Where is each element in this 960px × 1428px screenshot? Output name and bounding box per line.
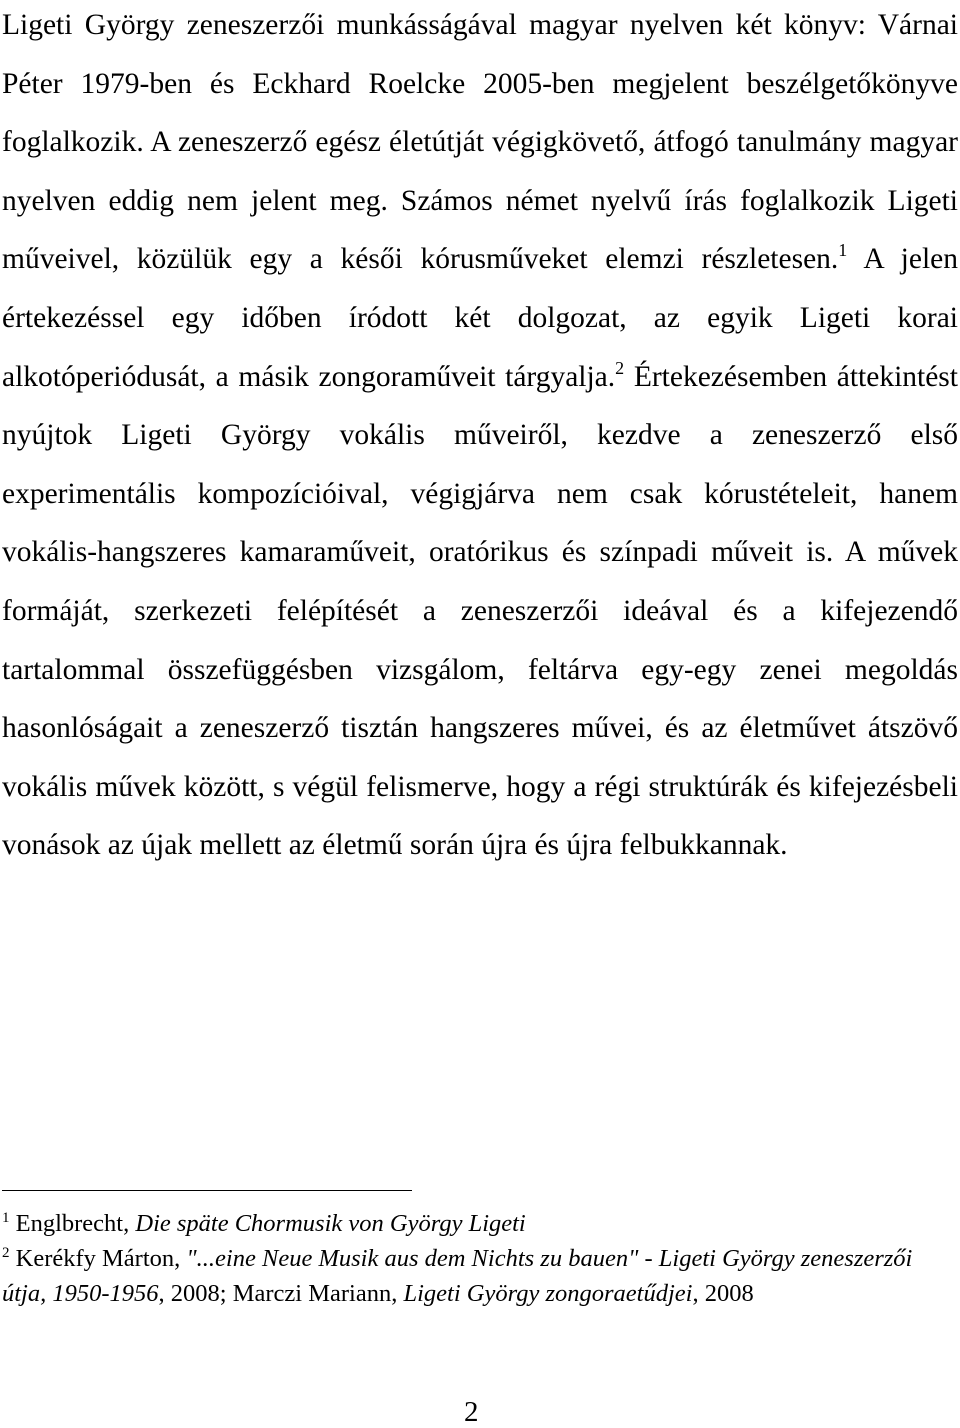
body-text-part-3: Értekezésemben áttekintést nyújtok Ligeti György vokális műveiről, kezdve a zeneszerző első experimentális kompozícióival, végigjárva nem csak kórustételeit, hanem vokális-hangszeres kamaraműveit, oratórikus és színpadi műveit is. A művek formáját, szerkezeti felépítését a zeneszerzői ideával és a kifejezendő tartalommal összefüggésben vizsgálom, feltárva egy-egy zenei megoldás hasonlóságait a zeneszerző tisztán hangszeres művei, és az életművet átszövő vokális művek között, s végül felismerve, hogy a régi struktúrák és kifejezésbeli vonások az újak mellett az életmű során újra és újra felbukkannak. (2, 360, 958, 862)
footnote-1 (2, 1206, 956, 1241)
footnote-ref-2[interactable]: 2 (615, 357, 625, 378)
footnote-2-title-2: Ligeti György zongoraetűdjei (403, 1280, 693, 1307)
body-text-part-1: Ligeti György zeneszerzői munkásságával magyar nyelven két könyv: Várnai Péter 1979-ben és Eckhard Roelcke 2005-ben megjelent beszélgetőkönyve foglalkozik. A zeneszerző egész életútját végigkövető, átfogó tanulmány magyar nyelven eddig nem jelent meg. Számos német nyelvű írás foglalkozik Ligeti műveivel, közülük egy a késői kórusműveket elemzi részletesen. (2, 9, 958, 276)
footnote-separator (2, 1190, 412, 1191)
footnote-2-author-2: Marczi Mariann, (232, 1280, 404, 1307)
footnote-1-title: Die späte Chormusik von György Ligeti (135, 1210, 526, 1237)
footnote-2-number: 2 (2, 1245, 10, 1261)
page-number: 2 (464, 1396, 479, 1428)
footnote-2-author: Kerékfy Márton, (9, 1245, 187, 1272)
footnote-ref-1[interactable]: 1 (838, 240, 848, 261)
footnote-2-year: , 2008; (158, 1280, 233, 1307)
footnote-2 (2, 1241, 956, 1311)
body-paragraph (2, 0, 958, 875)
body-text-part-2: A jelen értekezéssel egy időben íródott két dolgozat, az egyik Ligeti korai alkotóperiódusát, a másik zongoraműveit tárgyalja. (2, 243, 958, 393)
footnote-2-title: "...eine Neue Musik aus dem Nichts zu bauen" - Ligeti György zeneszerzői útja, 1950-1956 (2, 1245, 913, 1307)
footnote-2-year-2: , 2008 (692, 1280, 754, 1307)
footnotes (2, 1206, 956, 1311)
footnote-1-number: 1 (2, 1210, 10, 1226)
footnote-1-author: Englbrecht, (9, 1210, 136, 1237)
